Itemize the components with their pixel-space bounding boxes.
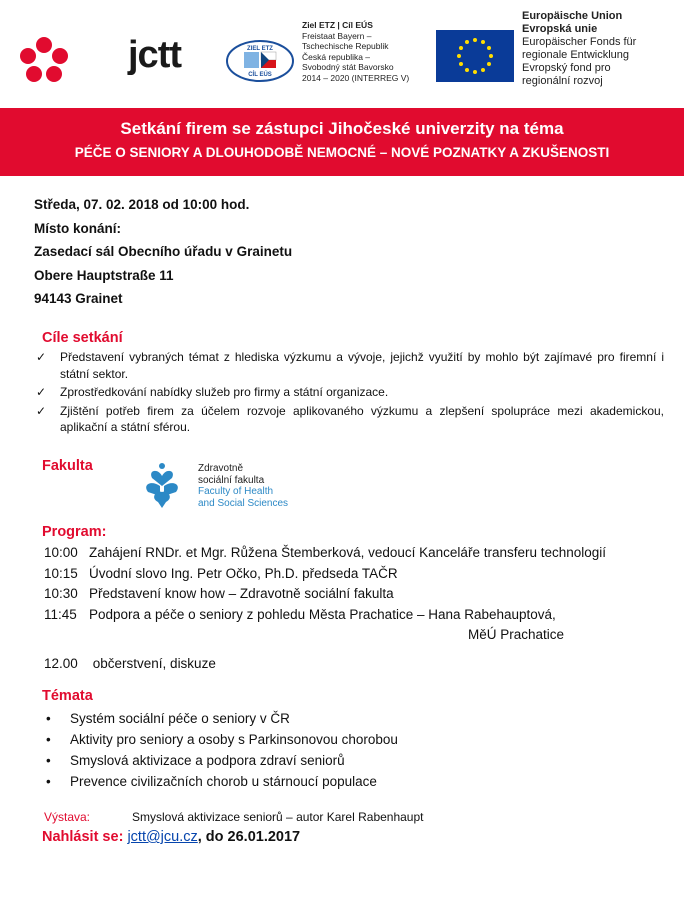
eu-flag-icon	[436, 30, 514, 82]
topic-item: • Prevence civilizačních chorob u stárnoucí populace	[44, 771, 398, 792]
checkmark-icon: ✓	[36, 350, 47, 364]
goal-item: ✓ Zjištění potřeb firem za účelem rozvoje aplikovaného výzkumu a zlepšení spolupráce mezi akademickou, aplikační a státní sférou.	[36, 403, 664, 434]
event-title-banner	[0, 108, 684, 176]
program-item-continuation: MěÚ Prachatice	[468, 627, 565, 642]
program-item-lunch: 12.00 občerstvení, diskuze	[44, 655, 216, 671]
venue-city: 94143 Grainet	[34, 291, 123, 306]
topics-heading: Témata	[42, 688, 93, 704]
goals-heading: Cíle setkání	[42, 330, 123, 346]
exhibition-text: Smyslová aktivizace seniorů – autor Karel Rabenhaupt	[132, 810, 424, 824]
jctt-logo: jctt	[128, 34, 181, 76]
svg-text:ZIEL ETZ: ZIEL ETZ	[247, 46, 273, 52]
ziel-etz-badge-icon	[226, 40, 294, 82]
exhibition-label: Výstava:	[44, 810, 91, 824]
event-info	[34, 193, 292, 311]
event-topic: PÉČE O SENIORY A DLOUHODOBĚ NEMOCNÉ – NOVÉ POZNATKY A ZKUŠENOSTI	[74, 145, 610, 160]
bullet-icon: •	[46, 711, 51, 726]
registration-line	[42, 829, 300, 845]
event-title: Setkání firem se zástupci Jihočeské univerzity na téma	[120, 119, 564, 138]
registration-deadline: , do 26.01.2017	[197, 829, 301, 845]
program-item: 10:15 Úvodní slovo Ing. Petr Očko, Ph.D. předseda TAČR	[44, 565, 398, 581]
faculty-heading: Fakulta	[42, 458, 93, 474]
exhibition-line	[44, 810, 424, 824]
goal-item: ✓ Představení vybraných témat z hlediska výzkumu a vývoje, jejichž využití by mohlo být zajímavé pro firemní i státní sektor.	[36, 350, 664, 381]
registration-label: Nahlásit se:	[42, 829, 124, 845]
eu-fund-text: Europäische Union Evropská unie Europäischer Fonds für regionale Entwicklung Evropský fond pro regionální rozvoj	[522, 10, 637, 87]
goal-item: ✓ Zprostředkování nabídky služeb pro firmy a státní organizace.	[36, 385, 389, 399]
program-list	[44, 543, 606, 674]
topic-item: • Systém sociální péče o seniory v ČR	[44, 708, 398, 729]
topic-item: • Smyslová aktivizace a podpora zdraví seniorů	[44, 750, 398, 771]
bullet-icon: •	[46, 753, 51, 768]
etz-program-text: Ziel ETZ | Cíl EÚS Freistaat Bayern – Tschechische Republik Česká republika – Svobodný stát Bavorsko 2014 – 2020 (INTERREG V)	[302, 20, 410, 83]
venue-name: Zasedací sál Obecního úřadu v Grainetu	[34, 244, 293, 259]
event-date: Středa, 07. 02. 2018 od 10:00 hod.	[34, 197, 250, 212]
program-item: 11:45 Podpora a péče o seniory z pohledu Města Prachatice – Hana Rabehauptová,	[44, 606, 556, 622]
faculty-name: Zdravotně sociální fakulta Faculty of Health and Social Sciences	[198, 463, 289, 509]
svg-text:CÍL EÚS: CÍL EÚS	[248, 72, 272, 78]
goals-list	[36, 349, 664, 438]
program-heading: Program:	[42, 524, 107, 540]
bullet-icon: •	[46, 774, 51, 789]
checkmark-icon: ✓	[36, 403, 47, 418]
venue-label: Místo konání:	[34, 220, 121, 236]
faculty-heart-logo-icon	[138, 462, 186, 508]
registration-email-link[interactable]: jctt@jcu.cz	[127, 829, 198, 845]
venue-street: Obere Hauptstraße 11	[34, 267, 174, 283]
topic-item: • Aktivity pro seniory a osoby s Parkinsonovou chorobou	[44, 729, 398, 750]
jcu-dots-logo	[18, 36, 70, 84]
checkmark-icon: ✓	[36, 385, 47, 399]
bullet-icon: •	[46, 732, 51, 747]
logo-row	[0, 0, 684, 108]
program-item: 10:00 Zahájení RNDr. et Mgr. Růžena Štemberková, vedoucí Kanceláře transferu technologií	[44, 545, 607, 560]
topics-list	[44, 708, 398, 792]
program-item: 10:30 Představení know how – Zdravotně sociální fakulta	[44, 586, 394, 601]
